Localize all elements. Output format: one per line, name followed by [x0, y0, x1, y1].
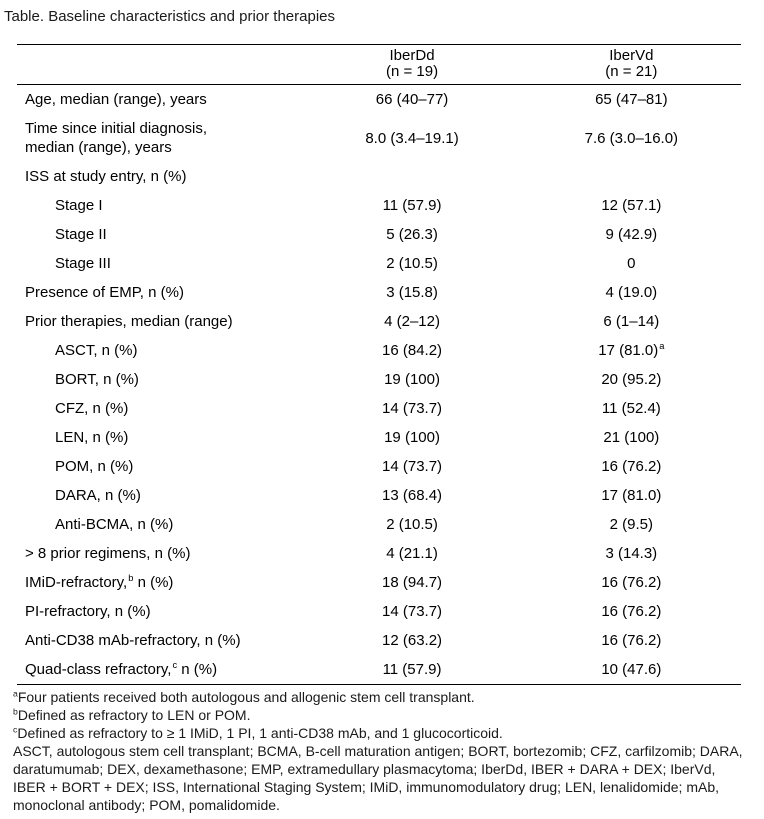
- value-cell: 16 (76.2): [601, 603, 662, 620]
- value-cell: 2 (9.5): [609, 516, 654, 533]
- header-col-ibervd: [522, 45, 741, 85]
- value-cell: 20 (95.2): [601, 371, 662, 388]
- table-row: [17, 114, 741, 162]
- value-cell: 10 (47.6): [601, 661, 662, 678]
- row-label: DARA, n (%): [55, 487, 141, 504]
- footnote-marker: b: [128, 573, 134, 583]
- footnote-marker: c: [172, 660, 178, 670]
- value-cell: 4 (21.1): [386, 545, 438, 562]
- footnote: $^b$Defined as refractory to LEN or POM.: [13, 706, 251, 723]
- value-cell: 7.6 (3.0–16.0): [584, 129, 679, 147]
- row-label: Presence of EMP, n (%): [25, 284, 184, 301]
- header-col-iberdd: [302, 45, 521, 85]
- table-row: [17, 568, 741, 597]
- row-label: Anti-CD38 mAb-refractory, n (%): [25, 632, 241, 649]
- value-cell: 3 (14.3): [605, 545, 658, 562]
- value-cell: 17 $(81.0)^a$: [598, 341, 665, 359]
- value-cell: 4 (19.0): [605, 284, 658, 301]
- value-cell: 9 (42.9): [605, 226, 658, 243]
- table-row: [17, 162, 741, 191]
- value-cell: 3 (15.8): [386, 284, 438, 301]
- table-row: [17, 336, 741, 365]
- row-label: Age, median (range), years: [25, 91, 207, 108]
- table-row: [17, 626, 741, 655]
- table-row: [17, 85, 741, 115]
- value-cell: 16 (76.2): [601, 632, 662, 649]
- footnote-marker: a: [13, 688, 18, 699]
- row-label: LEN, n (%): [55, 429, 129, 446]
- value-cell: 12 (57.1): [601, 197, 662, 214]
- table-body: [17, 85, 741, 685]
- table-row: [17, 249, 741, 278]
- footnote-marker: b: [13, 706, 18, 717]
- value-cell: 11 (52.4): [601, 400, 661, 417]
- row-label: Stage I: [55, 197, 103, 214]
- column-n: (n = 21): [605, 63, 658, 80]
- value-cell: 66 (40–77): [375, 91, 449, 108]
- footnote-marker: a: [659, 341, 665, 351]
- value-cell: 16 (76.2): [601, 574, 662, 591]
- row-label: Time since initial diagnosis, median (range), years: [25, 120, 208, 156]
- value-cell: [522, 162, 741, 191]
- table-title: Table. Baseline characteristics and prior therapies: [4, 8, 336, 25]
- value-cell: 8.0 (3.4–19.1): [365, 129, 459, 147]
- table-row: [17, 307, 741, 336]
- value-cell: 16 (84.2): [382, 342, 443, 359]
- header-row: [17, 45, 741, 85]
- row-label: PI-refractory, n (%): [25, 603, 151, 620]
- footnote-marker: c: [13, 724, 18, 735]
- table-header: [17, 45, 741, 85]
- row-label: Stage II: [55, 226, 107, 243]
- row-label: IMiD-refractory,$^b$ n (%): [25, 573, 174, 591]
- table-row: [17, 220, 741, 249]
- value-cell: 13 (68.4): [382, 487, 443, 504]
- table-row: [17, 365, 741, 394]
- table-row: [17, 394, 741, 423]
- row-label: BORT, n (%): [55, 371, 139, 388]
- value-cell: 4 (2–12): [384, 313, 440, 330]
- value-cell: 17 (81.0): [601, 487, 662, 504]
- row-label: > 8 prior regimens, n (%): [25, 545, 191, 562]
- column-name: IberVd: [609, 47, 654, 64]
- value-cell: 16 (76.2): [601, 458, 662, 475]
- value-cell: 2 (10.5): [386, 516, 438, 533]
- row-label: Quad-class refractory,$^c$ n (%): [25, 660, 218, 678]
- column-name: IberDd: [389, 47, 435, 64]
- value-cell: [302, 162, 521, 191]
- value-cell: 21 (100): [603, 429, 660, 446]
- value-cell: 12 (63.2): [382, 632, 443, 649]
- value-cell: 0: [627, 255, 636, 272]
- table-row: [17, 423, 741, 452]
- value-cell: 19 (100): [384, 429, 440, 446]
- baseline-characteristics-table: [17, 44, 741, 685]
- value-cell: 14 (73.7): [382, 458, 443, 475]
- table-row: [17, 510, 741, 539]
- column-n: (n = 19): [385, 63, 439, 80]
- row-label: CFZ, n (%): [55, 400, 129, 417]
- footnote: ASCT, autologous stem cell transplant; BCMA, B-cell maturation antigen; BORT, bortezomib; CFZ, carfilzomib; DARA, daratumumab; DEX, dexamethasone; EMP, extramedullary plasmacytoma; IberDd, IBER + DARA + DEX; IberVd, IBER + BORT + DEX; ISS, International Staging System; IMiD, immunomodulatory drug; LEN, lenalidomide; mAb, monoclonal antibody; POM, pomalidomide.: [13, 743, 743, 813]
- row-label: ASCT, n (%): [55, 342, 138, 359]
- footnote: $^a$Four patients received both autologous and allogenic stem cell transplant.: [13, 688, 475, 705]
- table-row: [17, 278, 741, 307]
- row-label: POM, n (%): [55, 458, 134, 475]
- value-cell: 2 (10.5): [386, 255, 438, 272]
- footnotes: [13, 688, 745, 814]
- table-row: [17, 191, 741, 220]
- value-cell: 65 (47–81): [595, 91, 668, 108]
- value-cell: 14 (73.7): [382, 603, 443, 620]
- table-row: [17, 655, 741, 685]
- value-cell: 18 (94.7): [382, 574, 443, 591]
- row-label: Stage III: [55, 255, 111, 272]
- value-cell: 5 (26.3): [386, 226, 438, 243]
- value-cell: 19 (100): [384, 371, 440, 388]
- value-cell: 11 (57.9): [382, 661, 442, 678]
- header-empty-cell: [17, 45, 302, 85]
- value-cell: 6 (1–14): [603, 313, 660, 330]
- row-label: Prior therapies, median (range): [25, 313, 233, 330]
- table-row: [17, 597, 741, 626]
- row-label: Anti-BCMA, n (%): [55, 516, 174, 533]
- row-label: ISS at study entry, n (%): [25, 168, 187, 185]
- table-row: [17, 481, 741, 510]
- value-cell: 11 (57.9): [382, 197, 442, 214]
- footnote: $^c$Defined as refractory to ≥ 1 IMiD, 1 PI, 1 anti-CD38 mAb, and 1 glucocorticoid.: [13, 724, 503, 741]
- table-row: [17, 539, 741, 568]
- value-cell: 14 (73.7): [382, 400, 443, 417]
- table-row: [17, 452, 741, 481]
